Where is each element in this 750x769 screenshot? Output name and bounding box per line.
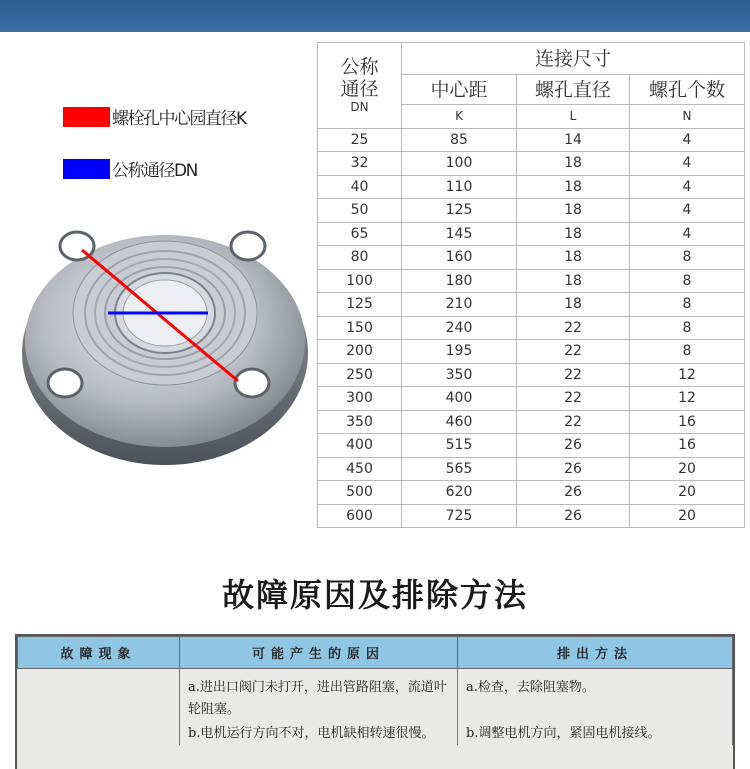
table-cell: 100 [402, 152, 517, 176]
table-cell: 515 [402, 434, 517, 458]
table-cell: 22 [517, 410, 630, 434]
table-cell: 240 [402, 316, 517, 340]
table-row [318, 340, 745, 364]
table-cell: 100 [318, 269, 402, 293]
flange-size-table [317, 42, 745, 528]
table-cell: 26 [517, 481, 630, 505]
table-cell: 4 [630, 152, 745, 176]
table-cell: 20 [630, 481, 745, 505]
bolt-hole [231, 232, 265, 260]
table-cell: 50 [318, 199, 402, 223]
table-row [318, 222, 745, 246]
table-row [318, 457, 745, 481]
table-cell: 20 [630, 457, 745, 481]
table-row [318, 175, 745, 199]
table-cell: 250 [318, 363, 402, 387]
legend-item-bolt-circle [63, 104, 246, 129]
blue-swatch [63, 159, 110, 179]
table-cell: 18 [517, 269, 630, 293]
table-cell: 125 [318, 293, 402, 317]
section-title: 故障原因及排除方法 [221, 576, 528, 614]
table-row [318, 316, 745, 340]
table-cell: 8 [630, 293, 745, 317]
table-cell: 160 [402, 246, 517, 270]
fault-symptom-cell [18, 669, 180, 746]
table-cell: 65 [318, 222, 402, 246]
table-cell: 18 [517, 175, 630, 199]
header-bolt-hole-diameter: 螺孔直径 [517, 75, 630, 105]
table-cell: 85 [402, 128, 517, 152]
table-cell: 4 [630, 199, 745, 223]
table-cell: 450 [318, 457, 402, 481]
header-connection-size: 连接尺寸 [402, 43, 745, 75]
table-row [318, 504, 745, 528]
table-cell: 8 [630, 340, 745, 364]
table-row [318, 269, 745, 293]
table-cell: 4 [630, 128, 745, 152]
table-row [318, 246, 745, 270]
table-cell: 350 [318, 410, 402, 434]
table-cell: 16 [630, 410, 745, 434]
unit-k: K [402, 105, 517, 129]
table-cell: 22 [517, 340, 630, 364]
table-cell: 400 [318, 434, 402, 458]
fault-remedy-cell [458, 669, 733, 746]
table-cell: 22 [517, 316, 630, 340]
table-cell: 12 [630, 387, 745, 411]
table-cell: 12 [630, 363, 745, 387]
table-cell: 32 [318, 152, 402, 176]
header-fault-symptom: 故障现象 [18, 637, 180, 669]
table-cell: 125 [402, 199, 517, 223]
unit-n: N [630, 105, 745, 129]
table-cell: 18 [517, 152, 630, 176]
header-nominal-diameter: 公称 通径 DN [318, 43, 402, 129]
table-cell: 4 [630, 222, 745, 246]
table-row [318, 434, 745, 458]
legend-label: 螺栓孔中心园直径K [112, 109, 246, 129]
table-cell: 200 [318, 340, 402, 364]
table-cell: 110 [402, 175, 517, 199]
table-row [318, 387, 745, 411]
legend-item-nominal-diameter [63, 156, 197, 181]
table-cell: 26 [517, 457, 630, 481]
table-cell: 8 [630, 269, 745, 293]
table-cell: 300 [318, 387, 402, 411]
table-cell: 80 [318, 246, 402, 270]
fault-table-wrapper [15, 634, 735, 769]
table-row [318, 481, 745, 505]
unit-l: L [517, 105, 630, 129]
table-cell: 26 [517, 434, 630, 458]
table-row [318, 128, 745, 152]
table-cell: 150 [318, 316, 402, 340]
table-cell: 22 [517, 387, 630, 411]
table-cell: 620 [402, 481, 517, 505]
table-row [318, 199, 745, 223]
legend-label: 公称通径DN [112, 161, 197, 181]
table-cell: 40 [318, 175, 402, 199]
table-cell: 18 [517, 199, 630, 223]
table-cell: 14 [517, 128, 630, 152]
table-row [318, 363, 745, 387]
table-cell: 195 [402, 340, 517, 364]
table-cell: 400 [402, 387, 517, 411]
table-row [318, 152, 745, 176]
table-cell: 25 [318, 128, 402, 152]
header-possible-cause: 可能产生的原因 [180, 637, 458, 669]
bolt-hole [235, 369, 269, 397]
header-remedy: 排出方法 [458, 637, 733, 669]
header-bolt-hole-count: 螺孔个数 [630, 75, 745, 105]
header-center-distance: 中心距 [402, 75, 517, 105]
table-cell: 8 [630, 316, 745, 340]
cause-item: b.电机运行方向不对，电机缺相转速很慢。 [188, 726, 435, 741]
cause-item: a.进出口阀门未打开，进出管路阻塞，流道叶轮阻塞。 [188, 680, 447, 717]
table-cell: 460 [402, 410, 517, 434]
table-cell: 20 [630, 504, 745, 528]
table-row [318, 410, 745, 434]
table-cell: 350 [402, 363, 517, 387]
table-cell: 18 [517, 222, 630, 246]
fault-cause-cell [180, 669, 458, 746]
table-cell: 145 [402, 222, 517, 246]
top-banner [0, 0, 750, 32]
table-cell: 4 [630, 175, 745, 199]
table-cell: 500 [318, 481, 402, 505]
table-cell: 565 [402, 457, 517, 481]
table-cell: 16 [630, 434, 745, 458]
table-cell: 22 [517, 363, 630, 387]
table-cell: 725 [402, 504, 517, 528]
table-cell: 8 [630, 246, 745, 270]
table-cell: 26 [517, 504, 630, 528]
flange-illustration [20, 213, 310, 468]
table-row [318, 293, 745, 317]
fault-table [17, 636, 733, 745]
table-cell: 210 [402, 293, 517, 317]
red-swatch [63, 107, 110, 127]
table-cell: 180 [402, 269, 517, 293]
table-cell: 18 [517, 293, 630, 317]
bolt-hole [48, 369, 82, 397]
remedy-item: a.检查，去除阻塞物。 [466, 680, 595, 695]
remedy-item: b.调整电机方向，紧固电机接线。 [466, 726, 661, 741]
table-cell: 18 [517, 246, 630, 270]
table-cell: 600 [318, 504, 402, 528]
